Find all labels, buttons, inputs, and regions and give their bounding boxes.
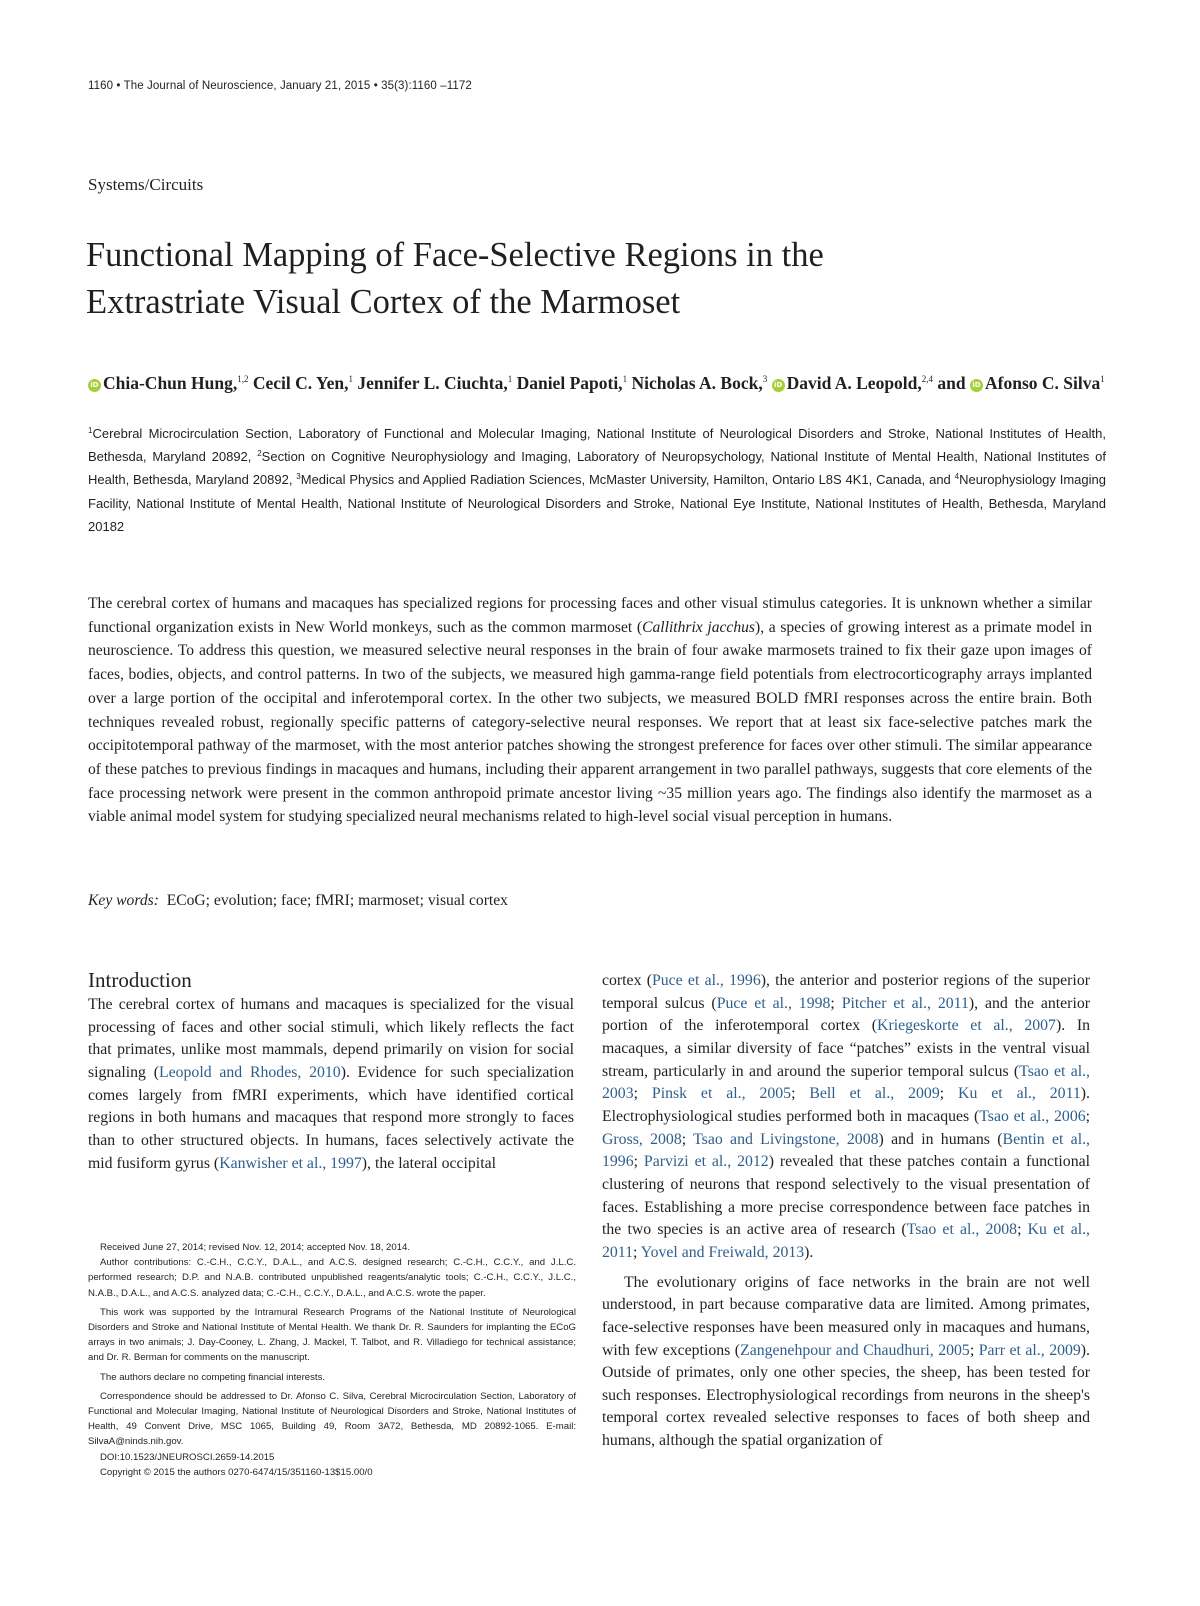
citation-link[interactable]: Ku et al., 2011 bbox=[958, 1085, 1081, 1103]
body-text: ; bbox=[1085, 1107, 1091, 1125]
body-text: ; bbox=[1017, 1221, 1028, 1239]
citation-link[interactable]: Ku et al., 2011 bbox=[602, 1221, 1090, 1261]
author-name: Nicholas A. Bock, bbox=[631, 373, 763, 393]
running-head: 1160 • The Journal of Neuroscience, January 21, 2015 • 35(3):1160 –1172 bbox=[88, 80, 472, 92]
footnote: Author contributions: C.-C.H., C.C.Y., D.A.L., and A.C.S. designed research; C.-C.H., C.C.Y., and J.L.C. performed research; D.P. and N.A.B. contributed unpublished reagents/analytic tools; C.-C.H., C.C.Y., J.L.C., N.A.B., D.A.L., and A.C.S. analyzed data; C.-C.H., C.C.Y., D.A.L., and A.C.S. wrote the paper. bbox=[88, 1257, 576, 1299]
title-line-2: Extrastriate Visual Cortex of the Marmoset bbox=[86, 283, 681, 321]
body-text: ; bbox=[633, 1085, 652, 1103]
author-conjunction: and bbox=[937, 373, 966, 393]
orcid-icon[interactable]: iD bbox=[772, 379, 785, 392]
affiliations bbox=[88, 422, 1106, 538]
title-line-1: Functional Mapping of Face-Selective Regions in the bbox=[86, 236, 824, 274]
body-left-column bbox=[88, 994, 574, 1175]
affiliation-text: Cerebral Microcirculation Section, Laboratory of Functional and Molecular Imaging, National Institute of Neurological Disorders and Stroke, National Institutes of Health, Bethesda, Maryland 20892, bbox=[88, 426, 1106, 465]
citation-link[interactable]: Kriegeskorte et al., 2007 bbox=[877, 1017, 1056, 1035]
body-text: ). Evidence for such specialization comes largely from fMRI experiments, which have identified cortical regions in both humans and macaques that respond more strongly to faces than to other structured objects. In humans, faces selectively activate the mid fusiform gyrus ( bbox=[88, 1063, 574, 1172]
footnotes bbox=[88, 1240, 576, 1480]
author-name: Chia-Chun Hung, bbox=[103, 373, 238, 393]
orcid-icon[interactable]: iD bbox=[970, 379, 983, 392]
keywords-text: ECoG; evolution; face; fMRI; marmoset; visual cortex bbox=[166, 892, 508, 909]
citation-link[interactable]: Pitcher et al., 2011 bbox=[841, 994, 969, 1012]
footnote: Copyright © 2015 the authors 0270-6474/15/351160-13$15.00/0 bbox=[100, 1466, 373, 1478]
citation-link[interactable]: Parvizi et al., 2012 bbox=[643, 1153, 769, 1171]
author-affiliation-marker: 3 bbox=[762, 374, 768, 384]
keywords bbox=[88, 892, 508, 910]
citation-link[interactable]: Parr et al., 2009 bbox=[978, 1341, 1081, 1359]
body-text: ). In macaques, a similar diversity of face “patches” exists in the ventral visual stream, particularly in and around the superior temporal sulcus ( bbox=[602, 1017, 1090, 1080]
author-name: Jennifer L. Ciuchta, bbox=[357, 373, 508, 393]
abstract bbox=[88, 592, 1092, 829]
citation-link[interactable]: Puce et al., 1998 bbox=[716, 994, 831, 1012]
body-text: ; bbox=[939, 1085, 959, 1103]
author-affiliation-marker: 1,2 bbox=[237, 374, 249, 384]
body-text: The evolutionary origins of face networks in the brain are not well understood, in part because comparative data are limited. Among primates, face-selective responses have been measured only in macaques and humans, with few exceptions ( bbox=[602, 1273, 1090, 1359]
author-name: Daniel Papoti, bbox=[516, 373, 623, 393]
species-name: Callithrix jacchus bbox=[642, 618, 756, 636]
citation-link[interactable]: Tsao and Livingstone, 2008 bbox=[693, 1130, 879, 1148]
body-text: ; bbox=[633, 1153, 644, 1171]
footnote: The authors declare no competing financial interests. bbox=[100, 1371, 326, 1383]
footnote: Received June 27, 2014; revised Nov. 12, 2014; accepted Nov. 18, 2014. bbox=[100, 1242, 411, 1253]
citation-link[interactable]: Leopold and Rhodes, 2010 bbox=[158, 1063, 341, 1081]
citation-link[interactable]: Kanwisher et al., 1997 bbox=[219, 1154, 362, 1172]
body-text: ; bbox=[681, 1130, 694, 1148]
paragraph bbox=[602, 970, 1090, 1265]
body-text: ; bbox=[830, 994, 842, 1012]
citation-link[interactable]: Bentin et al., 1996 bbox=[602, 1130, 1090, 1171]
orcid-icon[interactable]: iD bbox=[88, 379, 101, 392]
author-list bbox=[88, 372, 1108, 395]
footnote: This work was supported by the Intramural Research Programs of the National Institute of Neurological Disorders and Stroke and National Institute of Mental Health. We thank Dr. R. Saunders for implanting the ECoG arrays in two animals; J. Day-Cooney, L. Zhang, J. Mackel, T. Talbot, and R. Villadiego for technical assistance; and Dr. R. Berman for comments on the manuscript. bbox=[88, 1306, 576, 1364]
author-affiliation-marker: 1 bbox=[507, 374, 513, 384]
body-text: ), the lateral occipital bbox=[361, 1154, 496, 1172]
author-affiliation-marker: 2,4 bbox=[921, 374, 934, 384]
citation-link[interactable]: Yovel and Freiwald, 2013 bbox=[640, 1243, 805, 1261]
body-text: ), and the anterior portion of the inferotemporal cortex ( bbox=[602, 994, 1090, 1035]
body-text: ), the anterior and posterior regions of the superior temporal sulcus ( bbox=[602, 972, 1090, 1012]
body-text: ; bbox=[791, 1085, 810, 1103]
body-text: cortex ( bbox=[602, 972, 652, 989]
author-affiliation-marker: 1 bbox=[622, 374, 628, 384]
author-name: David A. Leopold, bbox=[786, 373, 922, 393]
abstract-text-part-2: ), a species of growing interest as a primate model in neuroscience. To address this question, we measured selective neural responses in the brain of four awake marmosets trained to fix their gaze upon images of faces, bodies, objects, and control patterns. In two of the subjects, we measured high gamma-range field potentials from electrocorticography arrays implanted over a large portion of the occipital and inferotemporal cortex. In the other two subjects, we measured BOLD fMRI responses across the entire brain. Both techniques revealed robust, regionally specific patterns of category-selective neural responses. We report that at least six face-selective patches mark the occipitotemporal pathway of the marmoset, with the most anterior patches showing the strongest preference for faces over other stimuli. The similar appearance of these patches to previous findings in macaques and humans, including their apparent arrangement in two parallel pathways, suggests that core elements of the face processing network were present in the common anthropoid primate ancestor living ~35 million years ago. The findings also identify the marmoset as a viable animal model system for studying specialized neural mechanisms related to high-level social visual perception in humans. bbox=[88, 618, 1092, 826]
body-text: ) and in humans ( bbox=[878, 1130, 1003, 1148]
citation-link[interactable]: Tsao et al., 2003 bbox=[602, 1062, 1091, 1103]
author-name: Cecil C. Yen, bbox=[252, 373, 349, 393]
body-text: ). bbox=[804, 1243, 814, 1261]
affiliation-marker: 2 bbox=[257, 449, 262, 459]
citation-link[interactable]: Tsao et al., 2008 bbox=[906, 1221, 1018, 1239]
author-affiliation-marker: 1 bbox=[348, 374, 353, 384]
body-text: ; bbox=[633, 1243, 641, 1261]
body-text: ; bbox=[969, 1341, 979, 1359]
paragraph bbox=[602, 1272, 1090, 1453]
article-title bbox=[86, 232, 1116, 326]
affiliation-marker: 3 bbox=[296, 472, 301, 482]
body-text: ) revealed that these patches contain a functional clustering of neurons that respond selectively to the visual presentation of faces. Establishing a more precise correspondence between face patches in the two species is an active area of research ( bbox=[602, 1153, 1090, 1239]
keywords-label: Key words: bbox=[88, 892, 159, 909]
citation-link[interactable]: Puce et al., 1996 bbox=[651, 972, 761, 989]
section-label: Systems/Circuits bbox=[88, 175, 204, 194]
affiliation-text: Medical Physics and Applied Radiation Sciences, McMaster University, Hamilton, Ontario L8S 4K1, Canada, and bbox=[300, 472, 955, 488]
body-right-column bbox=[602, 970, 1090, 1453]
citation-link[interactable]: Gross, 2008 bbox=[602, 1130, 682, 1148]
abstract-text-part-1: The cerebral cortex of humans and macaques has specialized regions for processing faces and other visual stimulus categories. It is unknown whether a similar functional organization exists in New World monkeys, such as the common marmoset ( bbox=[88, 595, 1092, 636]
footnote: DOI:10.1523/JNEUROSCI.2659-14.2015 bbox=[100, 1451, 275, 1463]
introduction-heading: Introduction bbox=[88, 968, 192, 992]
author-name: Afonso C. Silva bbox=[985, 373, 1101, 393]
author-affiliation-marker: 1 bbox=[1100, 374, 1105, 384]
affiliation-text: Neurophysiology Imaging Facility, National Institute of Mental Health, National Institute of Neurological Disorders and Stroke, National Eye Institute, National Institutes of Health, Bethesda, Maryland 20182 bbox=[88, 472, 1106, 534]
body-text: ). Electrophysiological studies performed both in macaques ( bbox=[602, 1085, 1091, 1125]
body-text: ). Outside of primates, only one other species, the sheep, has been tested for such responses. Electrophysiological recordings from neurons in the sheep's temporal cortex revealed selective responses to faces of both sheep and humans, although the spatial organization of bbox=[602, 1341, 1091, 1450]
affiliation-marker: 4 bbox=[954, 472, 960, 482]
citation-link[interactable]: Bell et al., 2009 bbox=[809, 1085, 940, 1103]
affiliation-marker: 1 bbox=[88, 426, 93, 435]
citation-link[interactable]: Tsao et al., 2006 bbox=[979, 1107, 1086, 1125]
body-text: The cerebral cortex of humans and macaques is specialized for the visual processing of faces and other social stimuli, which likely reflects the fact that primates, unlike most mammals, depend primarily on vision for social signaling ( bbox=[88, 996, 574, 1081]
footnote: Correspondence should be addressed to Dr. Afonso C. Silva, Cerebral Microcirculation Section, Laboratory of Functional and Molecular Imaging, National Institute of Neurological Disorders and Stroke, National Institutes of Health, 49 Convent Drive, MSC 1065, Building 49, Room 3A72, Bethesda, MD 20892-1065. E-mail: SilvaA@ninds.nih.gov. bbox=[88, 1390, 576, 1448]
citation-link[interactable]: Zangenehpour and Chaudhuri, 2005 bbox=[740, 1341, 970, 1359]
affiliation-text: Section on Cognitive Neurophysiology and Imaging, Laboratory of Neuropsychology, National Institute of Mental Health, National Institutes of Health, Bethesda, Maryland 20892, bbox=[88, 449, 1106, 488]
citation-link[interactable]: Pinsk et al., 2005 bbox=[651, 1085, 792, 1103]
